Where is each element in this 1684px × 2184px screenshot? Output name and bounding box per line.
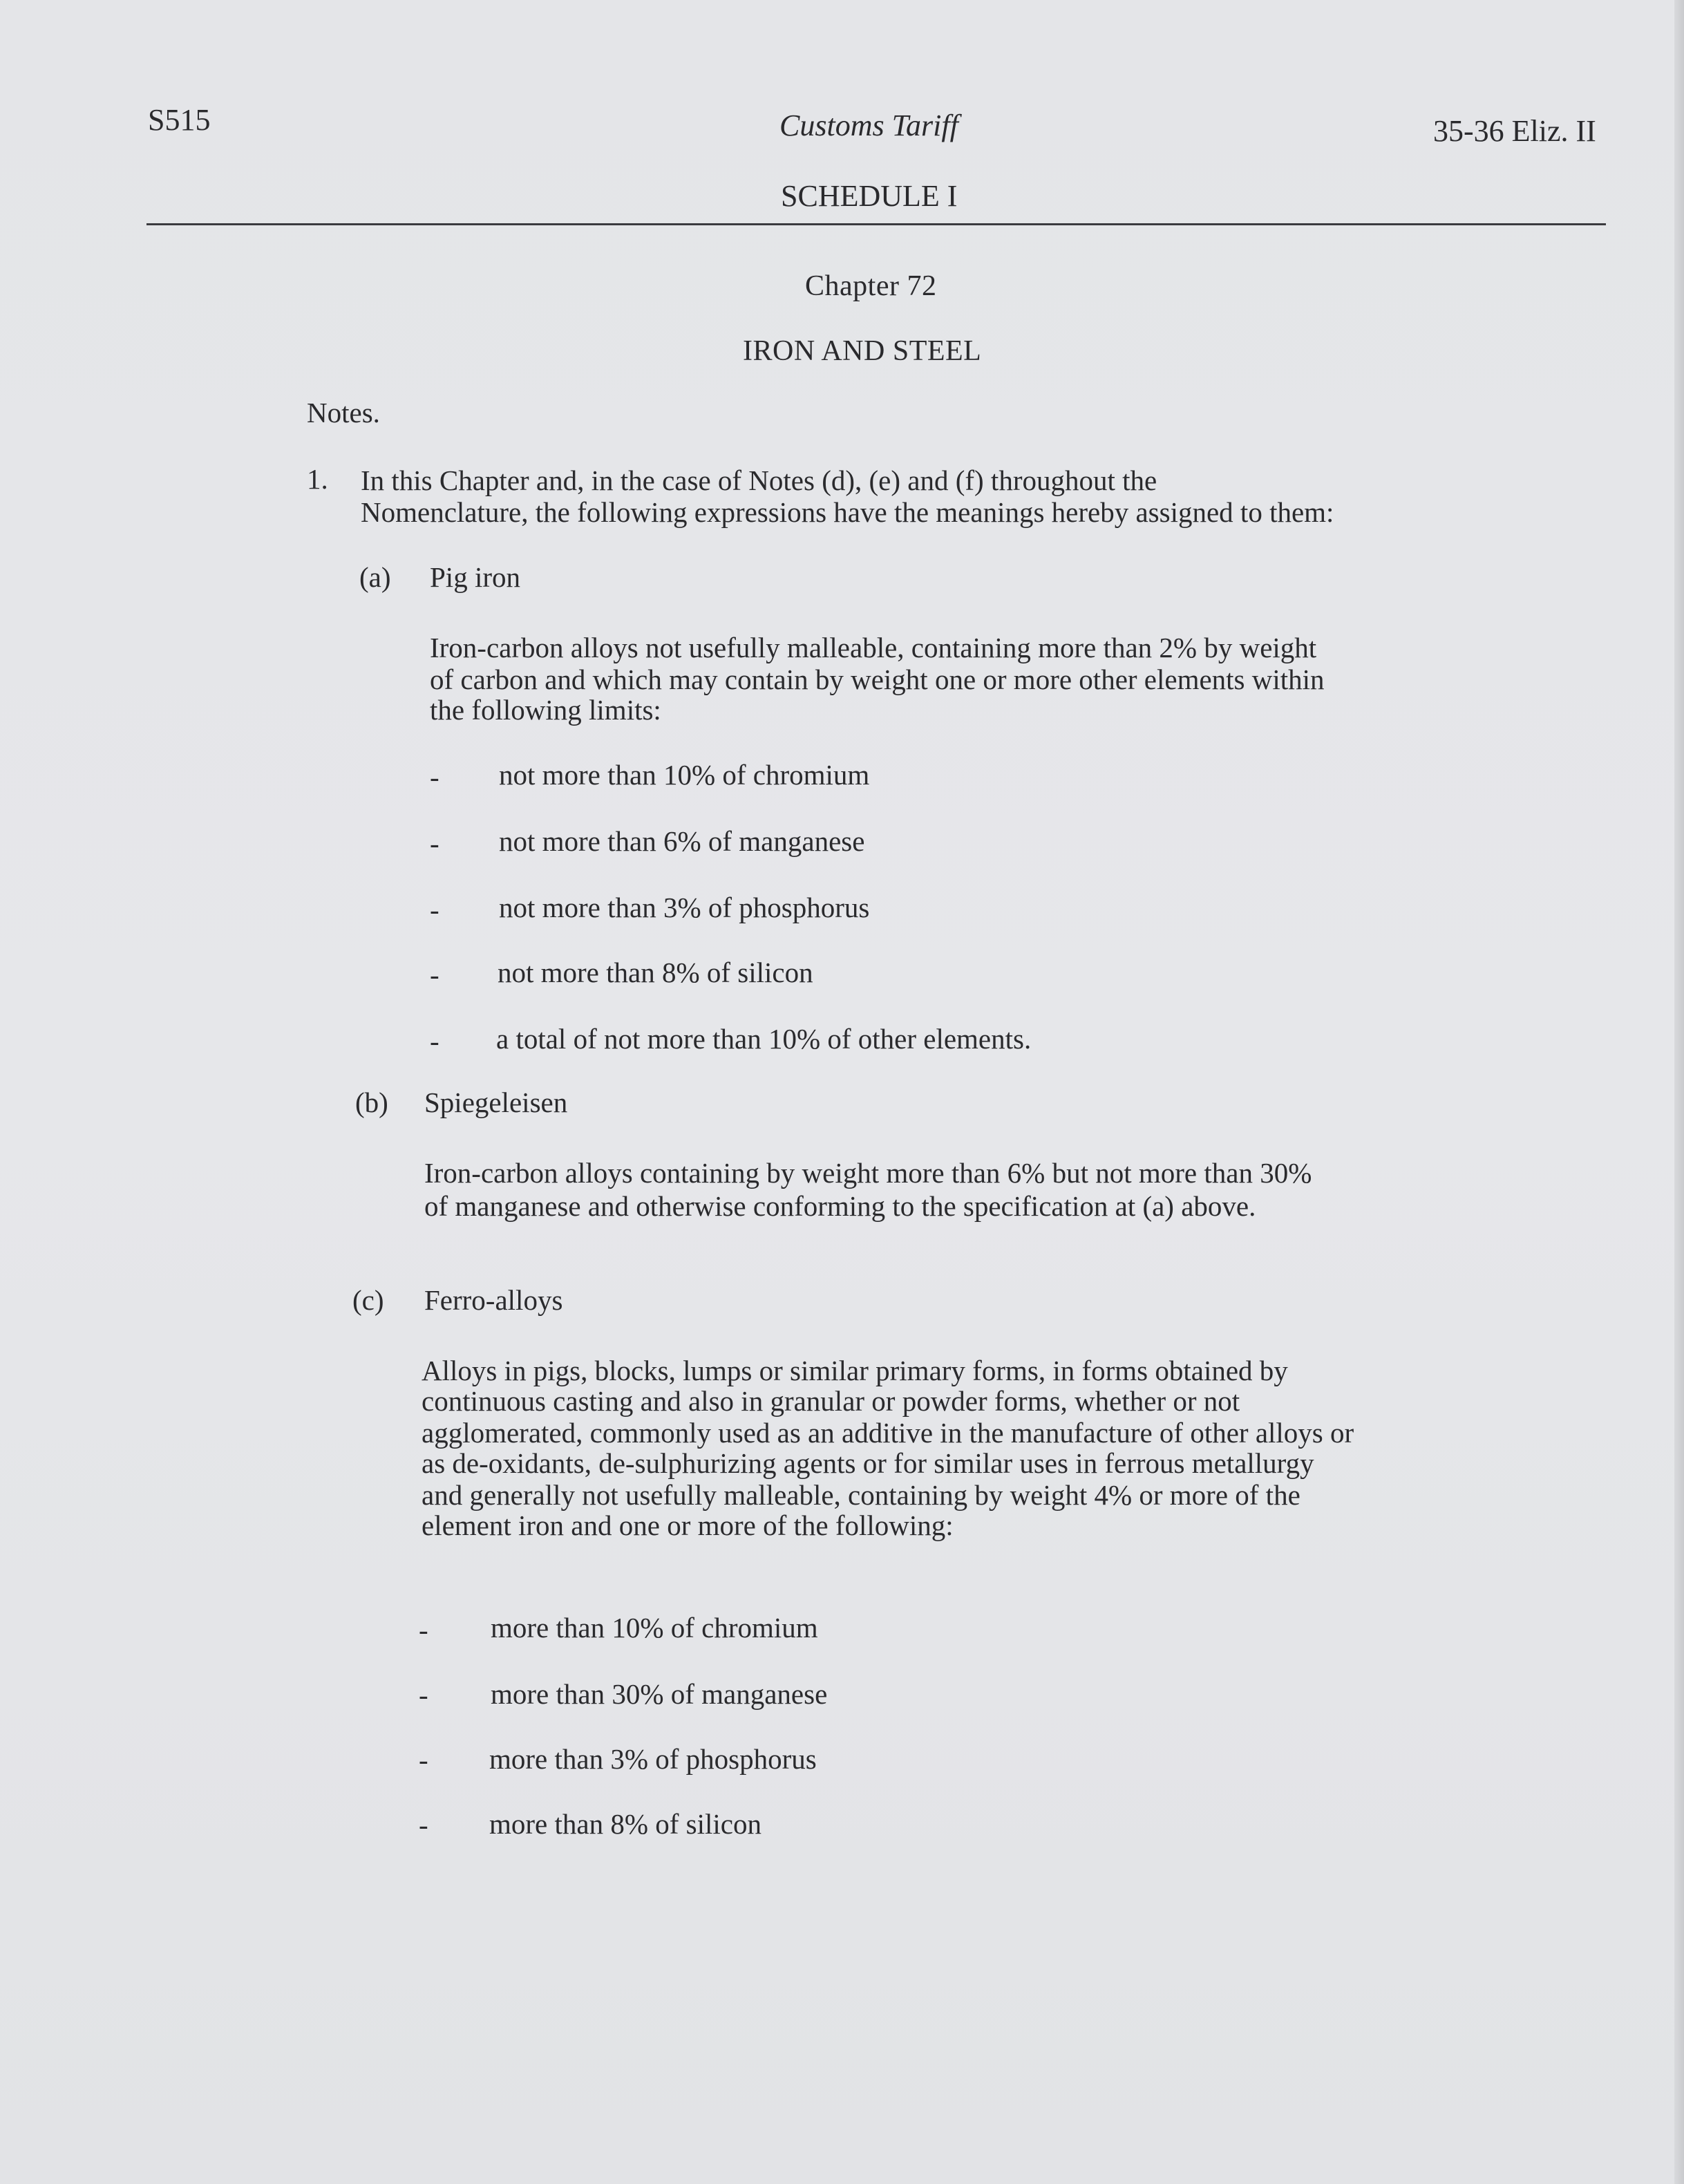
subnote-b-line-1: Iron-carbon alloys containing by weight more than 6% but not more than 30%: [424, 1157, 1312, 1189]
list-dash: -: [419, 1679, 428, 1711]
subnote-c-term: Ferro-alloys: [424, 1284, 563, 1316]
subnote-c-line-1: Alloys in pigs, blocks, lumps or similar primary forms, in forms obtained by: [422, 1355, 1288, 1386]
note-1-line-1: In this Chapter and, in the case of Notes (d), (e) and (f) throughout the: [361, 464, 1157, 496]
header-rule: [146, 223, 1606, 225]
regnal-year: 35-36 Eliz. II: [1433, 114, 1596, 148]
ferro-alloy-manganese: more than 30% of manganese: [491, 1678, 828, 1710]
list-dash: -: [419, 1744, 428, 1776]
notes-heading: Notes.: [307, 397, 380, 429]
subnote-c-line-6: element iron and one or more of the following:: [422, 1509, 954, 1541]
subnote-b-term: Spiegeleisen: [424, 1086, 568, 1118]
list-dash: -: [430, 959, 439, 990]
pig-iron-limit-chromium: not more than 10% of chromium: [499, 759, 870, 791]
subnote-a-line-3: the following limits:: [430, 694, 661, 726]
note-1-line-2: Nomenclature, the following expressions have the meanings hereby assigned to them:: [361, 496, 1334, 528]
chapter-number: Chapter 72: [805, 270, 937, 302]
page-edge-shadow: [1674, 0, 1684, 2184]
list-dash: -: [430, 894, 439, 925]
chapter-title: IRON AND STEEL: [743, 335, 982, 367]
running-title: Customs Tariff: [779, 109, 958, 142]
ferro-alloy-chromium: more than 10% of chromium: [491, 1612, 818, 1644]
subnote-a-marker: (a): [359, 561, 391, 593]
list-dash: -: [430, 827, 439, 859]
schedule-heading: SCHEDULE I: [781, 179, 958, 213]
subnote-b-line-2: of manganese and otherwise conforming to the specification at (a) above.: [424, 1190, 1256, 1222]
ferro-alloy-silicon: more than 8% of silicon: [489, 1808, 761, 1840]
pig-iron-limit-silicon: not more than 8% of silicon: [498, 957, 813, 988]
subnote-c-line-4: as de-oxidants, de-sulphurizing agents or for similar uses in ferrous metallurgy: [422, 1447, 1314, 1479]
subnote-a-line-2: of carbon and which may contain by weight one or more other elements within: [430, 663, 1325, 695]
subnote-c-line-2: continuous casting and also in granular or powder forms, whether or not: [422, 1385, 1240, 1417]
pig-iron-limit-phosphorus: not more than 3% of phosphorus: [499, 892, 870, 923]
ferro-alloy-phosphorus: more than 3% of phosphorus: [489, 1743, 817, 1775]
note-1-marker: 1.: [307, 463, 328, 495]
subnote-a-line-1: Iron-carbon alloys not usefully malleable, containing more than 2% by weight: [430, 632, 1317, 663]
list-dash: -: [430, 1025, 439, 1057]
pig-iron-limit-manganese: not more than 6% of manganese: [499, 825, 865, 857]
subnote-c-marker: (c): [352, 1284, 384, 1316]
subnote-a-term: Pig iron: [430, 561, 520, 593]
subnote-b-marker: (b): [355, 1086, 388, 1118]
list-dash: -: [419, 1809, 428, 1841]
list-dash: -: [419, 1614, 428, 1646]
list-dash: -: [430, 761, 439, 793]
subnote-c-line-3: agglomerated, commonly used as an additive in the manufacture of other alloys or: [422, 1417, 1354, 1449]
subnote-c-line-5: and generally not usefully malleable, containing by weight 4% or more of the: [422, 1479, 1300, 1511]
page-number: S515: [148, 103, 211, 137]
pig-iron-limit-other: a total of not more than 10% of other elements.: [496, 1023, 1032, 1055]
